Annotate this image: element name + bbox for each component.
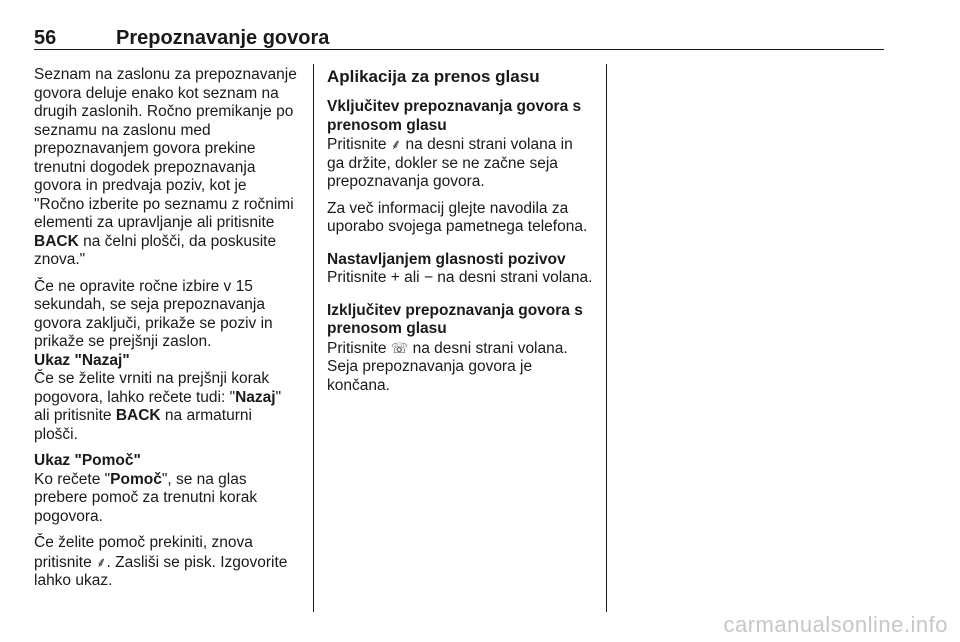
text: Pritisnite: [327, 269, 391, 286]
subheading-nazaj: Ukaz "Nazaj": [34, 351, 130, 369]
column-divider-2: [606, 64, 607, 612]
text: na desni strani volana in ga držite, dokler se ne začne seja prepoznavanja govora.: [327, 136, 573, 190]
voice-icon: ⸙: [96, 553, 107, 570]
text: ali: [399, 269, 424, 286]
text: " ali pritisnite: [34, 388, 282, 424]
middle-paragraph-1: [327, 135, 593, 192]
text: . Zasliši se pisk. Izgovorite lahko ukaz.: [34, 553, 288, 589]
text: Pritisnite: [327, 339, 391, 357]
text: na desni strani volana. Seja prepoznavanja govora je končana.: [327, 339, 568, 394]
page-header: [34, 27, 884, 51]
text: na čelni plošči, da poskusite znova.": [34, 232, 277, 268]
section-heading: Aplikacija za prenos glasu: [327, 67, 540, 86]
subheading-deactivate: Izključitev prepoznavanja govora s prenosom glasu: [327, 301, 583, 337]
watermark: carmanualsonline.info: [723, 612, 948, 637]
text: Pritisnite: [327, 136, 391, 153]
subheading-pomoc: Ukaz "Pomoč": [34, 452, 141, 469]
text: ", se na glas prebere pomoč za trenutni korak pogovora.: [34, 470, 258, 525]
left-paragraph-3: [34, 370, 300, 444]
text: na armaturni plošči.: [34, 407, 252, 443]
left-paragraph-5: [34, 534, 300, 591]
subheading-activate: Vključitev prepoznavanja govora s prenosom glasu: [327, 98, 582, 134]
minus-icon: −: [423, 269, 433, 286]
text: Če želite pomoč prekiniti, znova pritisnite: [34, 534, 253, 571]
key-name: BACK: [34, 232, 79, 250]
page-number: 56: [34, 27, 57, 49]
middle-column: [327, 66, 593, 403]
left-paragraph-4: [34, 471, 300, 527]
text: Seznam na zaslonu za prepoznavanje govora deluje enako kot seznam na drugih zaslonih. Ročno premikanje po seznamu na zaslonu med prepoznavanjem govora prekine trenutni dogodek prepoznavanja govora in predvaja poziv, kot je "Ročno izberite po seznamu z ročnimi elementi za upravljanje ali pritisnite: [34, 66, 297, 231]
middle-paragraph-3: [327, 269, 593, 288]
left-paragraph-1: [34, 66, 300, 270]
subheading-volume: Nastavljanjem glasnosti pozivov: [327, 250, 566, 268]
command-word: Pomoč: [110, 470, 162, 488]
end-call-icon: ☏: [390, 339, 409, 356]
middle-paragraph-2: Za več informacij glejte navodila za uporabo svojega pametnega telefona.: [327, 199, 588, 235]
text: Če se želite vrniti na prejšnji korak pogovora, lahko rečete tudi: ": [34, 370, 270, 406]
column-divider-1: [313, 64, 314, 612]
text: na desni strani volana.: [433, 269, 593, 286]
text: Ko rečete ": [34, 470, 111, 488]
left-paragraph-2: Če ne opravite ročne izbire v 15 sekundah, se seja prepoznavanja govora zaključi, prikaže se poziv in prikaže se prejšnji zaslon.: [34, 277, 273, 350]
page-title: Prepoznavanje govora: [116, 27, 330, 49]
left-column: [34, 66, 300, 599]
voice-icon: ⸙: [390, 136, 402, 152]
header-rule: [34, 49, 884, 50]
command-word: Nazaj: [235, 388, 276, 406]
plus-icon: +: [390, 269, 400, 286]
middle-paragraph-4: [327, 339, 593, 396]
key-name: BACK: [115, 407, 161, 424]
